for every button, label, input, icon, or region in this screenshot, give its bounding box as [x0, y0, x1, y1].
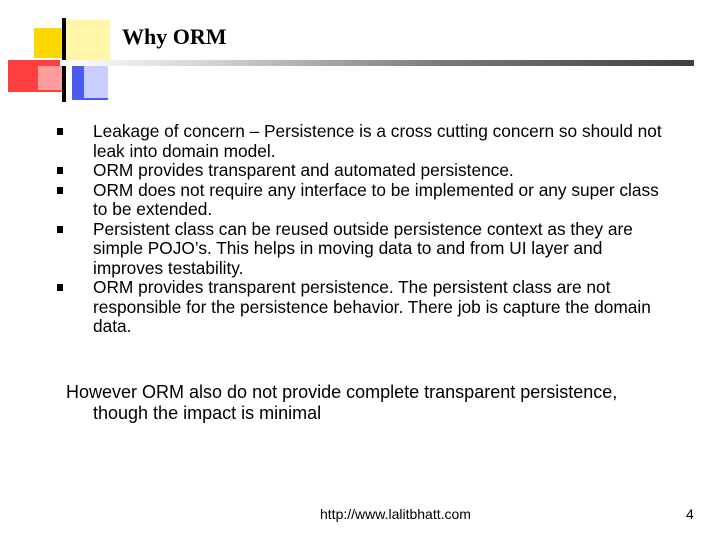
title-underline [60, 60, 694, 66]
list-item [56, 181, 676, 220]
footer-url[interactable]: http://www.lalitbhatt.com [320, 506, 471, 522]
bullet-text: ORM does not require any interface to be implemented or any super class to be extended. [93, 179, 659, 219]
bullet-square-icon [57, 187, 63, 194]
bullet-square-icon [57, 284, 63, 291]
list-item [56, 161, 676, 181]
corner-red-block-light [38, 66, 64, 90]
bullet-square-icon [57, 226, 63, 233]
list-item [56, 278, 676, 337]
bullet-square-icon [57, 128, 63, 135]
page-title: Why ORM [122, 24, 227, 49]
corner-yellow-block-light [66, 20, 110, 60]
bullet-text: Persistent class can be reused outside persistence context as they are simple POJO’s. This helps in moving data to and from UI layer and improves testability. [93, 218, 633, 278]
bullet-text: Leakage of concern – Persistence is a cross cutting concern so should not leak into domain model. [93, 121, 662, 161]
bullet-text: ORM provides transparent persistence. The persistent class are not responsible for the persistence behavior. There job is capture the domain data. [93, 277, 651, 336]
summary-note: However ORM also do not provide complete transparent persistence, though the impact is minimal [66, 382, 618, 423]
corner-blue-block-light [84, 66, 108, 98]
bullet-square-icon [57, 167, 63, 174]
bullet-list [56, 122, 676, 337]
list-item [56, 220, 676, 279]
bullet-text: ORM provides transparent and automated persistence. [93, 160, 514, 180]
list-item [56, 122, 676, 161]
page-number: 4 [686, 506, 694, 522]
